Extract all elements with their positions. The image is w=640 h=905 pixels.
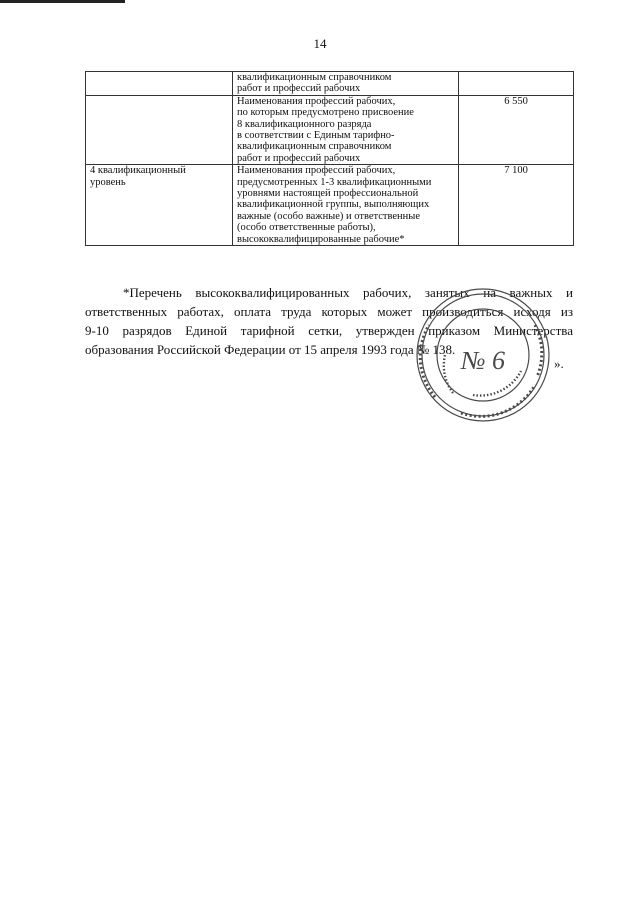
page-number: 14 [313,36,327,51]
footnote-line: образования Российской Федерации от 15 апреля 1993 года № 138. [85,342,456,357]
stamp-number: № 6 [460,346,506,375]
description-text: квалификационным справочником [237,141,392,153]
top-rule [0,0,125,3]
description-text: квалификационным справочником [237,72,392,83]
description-text: по которым предусмотрено присвоение [237,107,414,119]
description-text: работ и профессий рабочих [237,83,361,95]
description-text: квалификационной группы, выполняющих [237,199,430,211]
table-row [86,95,574,164]
description-text: уровнями настоящей профессиональной [237,188,419,200]
profession-description-cell [233,165,459,246]
salary-amount-cell: 7 100 [459,165,574,246]
qualification-level-cell [86,95,233,164]
description-text: Наименования профессий рабочих, [237,95,396,107]
level-text: уровень [90,176,126,188]
salary-table [85,71,574,246]
level-text: 4 квалификационный [90,165,186,177]
closing-quote: ». [554,356,564,371]
round-seal-stamp [413,285,553,425]
table-row [86,72,574,96]
salary-amount-cell [459,72,574,96]
footnote-line: ответственных работах, оплата труда которых может производиться исходя из [85,304,573,319]
profession-description-cell [233,72,459,96]
description-text: высококвалифицированные рабочие* [237,233,405,245]
footnote-line: 9-10 разрядов Единой тарифной сетки, утвержден приказом Министерства [85,323,573,338]
description-text: 8 квалификационного разряда [237,118,372,130]
description-text: работ и профессий рабочих [237,152,361,164]
salary-amount-cell: 6 550 [459,95,574,164]
qualification-level-cell [86,165,233,246]
footnote-line: *Перечень высококвалифицированных рабочих, занятых на важных и [123,285,573,300]
qualification-level-cell [86,72,233,96]
profession-description-cell [233,95,459,164]
description-text: Наименования профессий рабочих, [237,165,396,177]
table-row [86,165,574,246]
description-text: важные (особо важные) и ответственные [237,210,420,222]
description-text: предусмотренных 1-3 квалификационными [237,176,432,188]
description-text: в соответствии с Единым тарифно- [237,130,395,142]
description-text: (особо ответственные работы), [237,222,376,234]
